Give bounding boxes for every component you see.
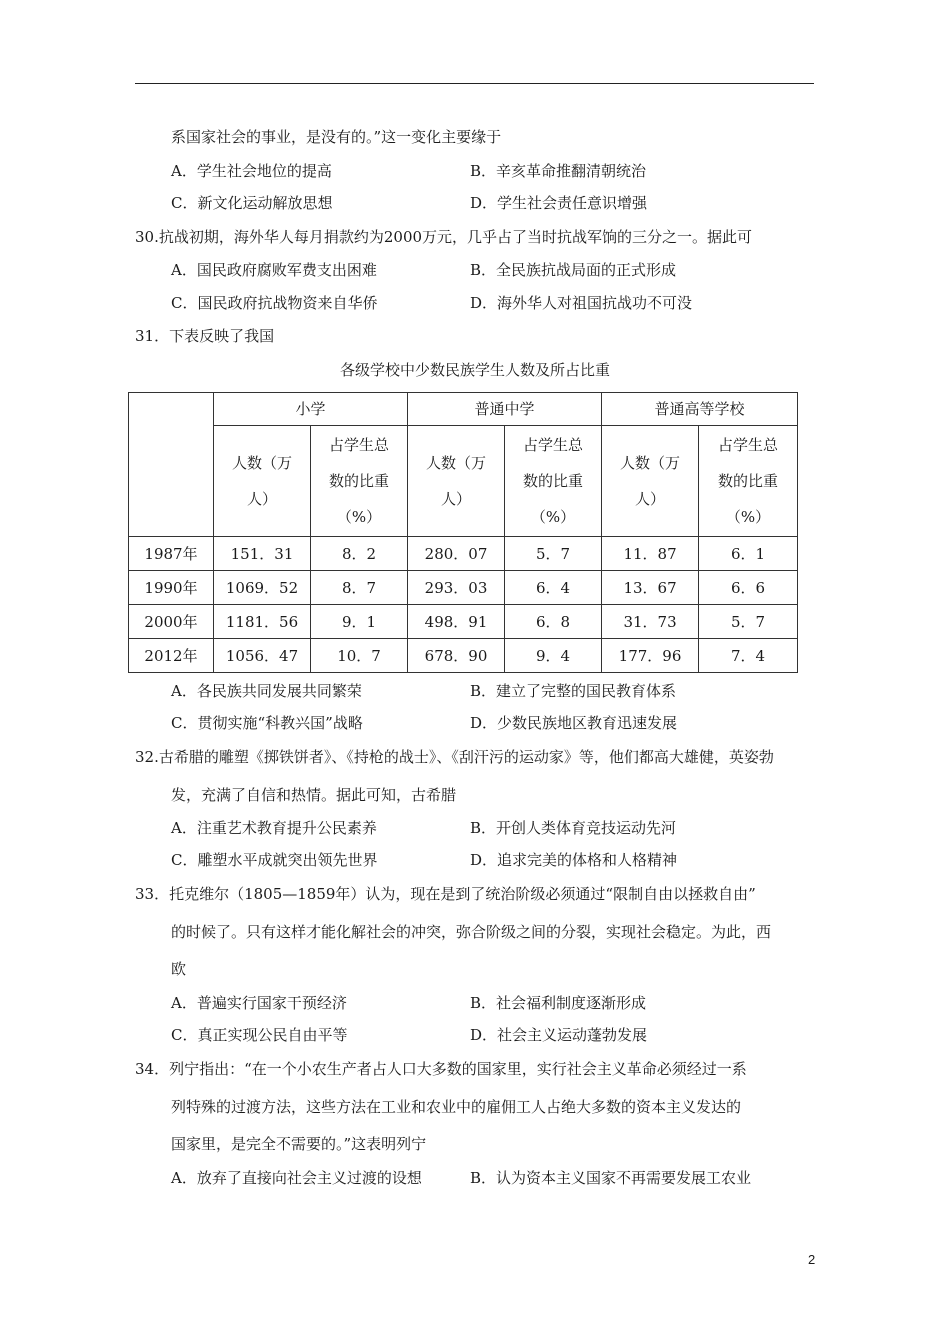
- table-cell: 11．87: [602, 537, 699, 571]
- table-cell: 678．90: [408, 639, 505, 673]
- group-header: 普通中学: [408, 393, 602, 426]
- table-row: [129, 639, 798, 673]
- table-cell: 151．31: [214, 537, 311, 571]
- q32-stem-line1: 32.古希腊的雕塑《掷铁饼者》、《持枪的战士》、《刮汗污的运动家》等，他们都高大雄健，英姿勃: [135, 748, 774, 766]
- q29-option-b: B．辛亥革命推翻清朝统治: [470, 162, 647, 180]
- table-cell: 10．7: [311, 639, 408, 673]
- q31-option-c: C．贯彻实施“科教兴国”战略: [171, 714, 363, 732]
- col-header-count: 人数（万 人）: [602, 426, 699, 537]
- table-cell: 6．1: [699, 537, 798, 571]
- col-header-ratio: 占学生总 数的比重 （%）: [505, 426, 602, 537]
- q31-option-b: B．建立了完整的国民教育体系: [470, 682, 677, 700]
- q33-stem-line2: 的时候了。只有这样才能化解社会的冲突，弥合阶级之间的分裂，实现社会稳定。为此，西: [171, 923, 772, 941]
- q32-stem-line2: 发，充满了自信和热情。据此可知，古希腊: [171, 786, 457, 804]
- q33-option-b: B．社会福利制度逐渐形成: [470, 994, 647, 1012]
- year-cell: 2012年: [129, 639, 214, 673]
- q32-option-d: D．追求完美的体格和人格精神: [470, 851, 678, 869]
- year-cell: 2000年: [129, 605, 214, 639]
- q30-option-c: C．国民政府抗战物资来自华侨: [171, 294, 378, 312]
- table-cell: 31．73: [602, 605, 699, 639]
- q29-stem-end: 系国家社会的事业，是没有的。”这一变化主要缘于: [171, 128, 502, 146]
- q33-option-d: D．社会主义运动蓬勃发展: [470, 1026, 648, 1044]
- table-cell: 293．03: [408, 571, 505, 605]
- table-cell: 498．91: [408, 605, 505, 639]
- group-header: 普通高等学校: [602, 393, 798, 426]
- table-caption: 各级学校中少数民族学生人数及所占比重: [339, 361, 610, 379]
- q34-stem-line1: 34．列宁指出：“在一个小农生产者占人口大多数的国家里，实行社会主义革命必须经过一系: [135, 1060, 747, 1078]
- table-corner-cell: [129, 393, 214, 537]
- table-row: [129, 605, 798, 639]
- q29-option-c: C．新文化运动解放思想: [171, 194, 333, 212]
- table-cell: 6．8: [505, 605, 602, 639]
- table-row: [129, 571, 798, 605]
- q32-option-c: C．雕塑水平成就突出领先世界: [171, 851, 378, 869]
- table-cell: 9．4: [505, 639, 602, 673]
- q31-option-a: A．各民族共同发展共同繁荣: [171, 682, 362, 700]
- q31-option-d: D．少数民族地区教育迅速发展: [470, 714, 678, 732]
- table-cell: 6．4: [505, 571, 602, 605]
- year-cell: 1987年: [129, 537, 214, 571]
- table-cell: 1069．52: [214, 571, 311, 605]
- q34-stem-line2: 列特殊的过渡方法，这些方法在工业和农业中的雇佣工人占绝大多数的资本主义发达的: [171, 1098, 742, 1116]
- q30-option-d: D．海外华人对祖国抗战功不可没: [470, 294, 693, 312]
- q33-stem-line1: 33．托克维尔（1805—1859年）认为，现在是到了统治阶级必须通过“限制自由以拯救自由”: [135, 885, 756, 903]
- q29-option-a: A．学生社会地位的提高: [171, 162, 332, 180]
- col-header-ratio: 占学生总 数的比重 （%）: [699, 426, 798, 537]
- group-header: 小学: [214, 393, 408, 426]
- q29-option-d: D．学生社会责任意识增强: [470, 194, 648, 212]
- table-cell: 9．1: [311, 605, 408, 639]
- q32-option-b: B．开创人类体育竞技运动先河: [470, 819, 677, 837]
- table-cell: 5．7: [699, 605, 798, 639]
- q33-stem-line3: 欧: [171, 960, 187, 978]
- q31-stem: 31．下表反映了我国: [135, 327, 275, 345]
- q30-stem: 30.抗战初期，海外华人每月捐款约为2000万元，几乎占了当时抗战军饷的三分之一。据此可: [135, 228, 753, 246]
- q33-option-a: A．普遍实行国家干预经济: [171, 994, 347, 1012]
- q32-option-a: A．注重艺术教育提升公民素养: [171, 819, 377, 837]
- col-header-ratio: 占学生总 数的比重 （%）: [311, 426, 408, 537]
- q34-option-b: B．认为资本主义国家不再需要发展工农业: [470, 1169, 752, 1187]
- q30-option-a: A．国民政府腐败军费支出困难: [171, 261, 377, 279]
- student-table: [128, 392, 798, 673]
- q30-option-b: B．全民族抗战局面的正式形成: [470, 261, 677, 279]
- table-row: [129, 537, 798, 571]
- table-cell: 8．7: [311, 571, 408, 605]
- table-cell: 13．67: [602, 571, 699, 605]
- col-header-count: 人数（万 人）: [214, 426, 311, 537]
- table-cell: 5．7: [505, 537, 602, 571]
- col-header-count: 人数（万 人）: [408, 426, 505, 537]
- q34-stem-line3: 国家里，是完全不需要的。”这表明列宁: [171, 1135, 427, 1153]
- page-number: 2: [808, 1252, 816, 1267]
- table-cell: 280．07: [408, 537, 505, 571]
- year-cell: 1990年: [129, 571, 214, 605]
- table-cell: 177．96: [602, 639, 699, 673]
- q33-option-c: C．真正实现公民自由平等: [171, 1026, 348, 1044]
- table-cell: 1056．47: [214, 639, 311, 673]
- table-cell: 7．4: [699, 639, 798, 673]
- q34-option-a: A．放弃了直接向社会主义过渡的设想: [171, 1169, 422, 1187]
- header-rule: [135, 83, 814, 84]
- table-cell: 6．6: [699, 571, 798, 605]
- table-cell: 1181．56: [214, 605, 311, 639]
- table-cell: 8．2: [311, 537, 408, 571]
